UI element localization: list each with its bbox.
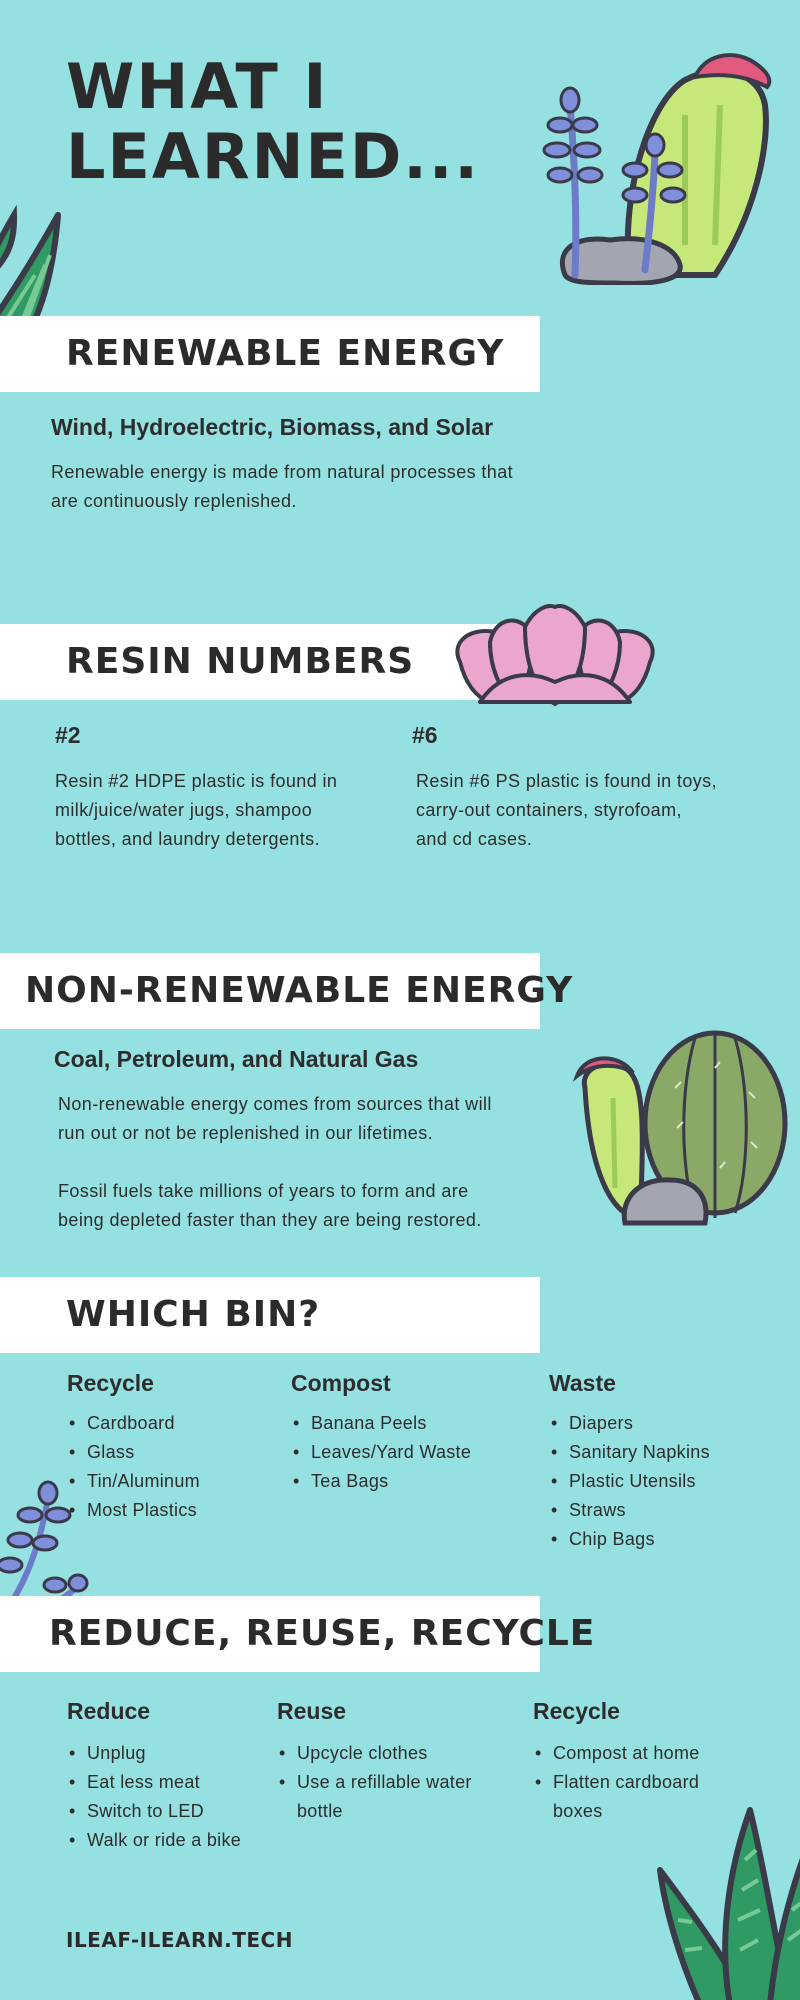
list-item: • Straws	[549, 1496, 710, 1525]
which-bin-heading: WHICH BIN?	[66, 1294, 321, 1335]
rrr-reuse-list	[277, 1739, 472, 1826]
list-item: • Cardboard	[67, 1409, 200, 1438]
nonrenewable-heading: NON-RENEWABLE ENERGY	[25, 970, 574, 1011]
renewable-body: Renewable energy is made from natural processes that are continuously replenished.	[51, 462, 514, 511]
list-item: • Leaves/Yard Waste	[291, 1438, 471, 1467]
rrr-recycle-title: Recycle	[533, 1698, 620, 1724]
nonrenewable-para-2: Fossil fuels take millions of years to form and are being depleted faster than they are being restored.	[58, 1181, 482, 1230]
resin-heading: RESIN NUMBERS	[66, 641, 415, 682]
list-item: bottle	[297, 1801, 343, 1821]
list-item: • Most Plastics	[67, 1496, 200, 1525]
nonrenewable-banner	[0, 953, 574, 1029]
which-bin-banner	[0, 1277, 540, 1353]
renewable-subheading: Wind, Hydroelectric, Biomass, and Solar	[51, 414, 494, 440]
rrr-reduce-title: Reduce	[67, 1698, 151, 1724]
resin-6-number: #6	[412, 722, 438, 748]
list-item: • Upcycle clothes	[277, 1739, 472, 1768]
list-item: • Sanitary Napkins	[549, 1438, 710, 1467]
list-item: • Walk or ride a bike	[67, 1826, 241, 1855]
resin-2-number: #2	[55, 722, 81, 748]
bin-recycle-title: Recycle	[67, 1370, 154, 1396]
list-item: • Compost at home	[533, 1739, 700, 1768]
resin-2-description: Resin #2 HDPE plastic is found in milk/juice/water jugs, shampoo bottles, and laundry detergents.	[55, 771, 338, 849]
list-item: • Flatten cardboard	[533, 1768, 700, 1797]
rrr-banner	[0, 1596, 596, 1672]
rrr-column-reuse	[277, 1698, 472, 1826]
rrr-heading: REDUCE, REUSE, RECYCLE	[49, 1613, 596, 1654]
nonrenewable-para-1: Non-renewable energy comes from sources that will run out or not be replenished in our lifetimes.	[58, 1094, 492, 1143]
list-item: • Diapers	[549, 1409, 710, 1438]
bin-waste-title: Waste	[549, 1370, 616, 1396]
succulent-icon	[450, 602, 660, 710]
bin-column-compost	[291, 1370, 471, 1496]
list-item: • Banana Peels	[291, 1409, 471, 1438]
list-item: • Switch to LED	[67, 1797, 241, 1826]
page-title	[66, 52, 480, 192]
rrr-reduce-list	[67, 1739, 241, 1855]
title-line-1: WHAT I	[66, 50, 329, 123]
list-item: • Tin/Aluminum	[67, 1467, 200, 1496]
renewable-banner	[0, 316, 540, 392]
bin-column-waste	[549, 1370, 710, 1554]
aloe-icon	[640, 1800, 800, 2000]
renewable-heading: RENEWABLE ENERGY	[66, 333, 505, 374]
list-item: • Eat less meat	[67, 1768, 241, 1797]
nonrenewable-subheading: Coal, Petroleum, and Natural Gas	[54, 1046, 419, 1072]
footer-url: ILEAF-ILEARN.TECH	[66, 1928, 293, 1952]
rrr-column-reduce	[67, 1698, 241, 1855]
list-item: • Unplug	[67, 1739, 241, 1768]
list-item: • Glass	[67, 1438, 200, 1467]
list-item: boxes	[553, 1801, 603, 1821]
list-item: • Plastic Utensils	[549, 1467, 710, 1496]
resin-6-description: Resin #6 PS plastic is found in toys, carry-out containers, styrofoam, and cd cases.	[416, 771, 717, 849]
bin-compost-title: Compost	[291, 1370, 391, 1396]
bin-waste-list	[549, 1409, 710, 1554]
rrr-reuse-title: Reuse	[277, 1698, 347, 1724]
lavender-cactus-icon	[535, 45, 775, 285]
bin-compost-list	[291, 1409, 471, 1496]
title-line-2: LEARNED...	[66, 120, 480, 193]
list-item: • Chip Bags	[549, 1525, 710, 1554]
cactus-icon	[565, 1028, 790, 1228]
list-item: • Tea Bags	[291, 1467, 471, 1496]
list-item: • Use a refillable water	[277, 1768, 472, 1797]
